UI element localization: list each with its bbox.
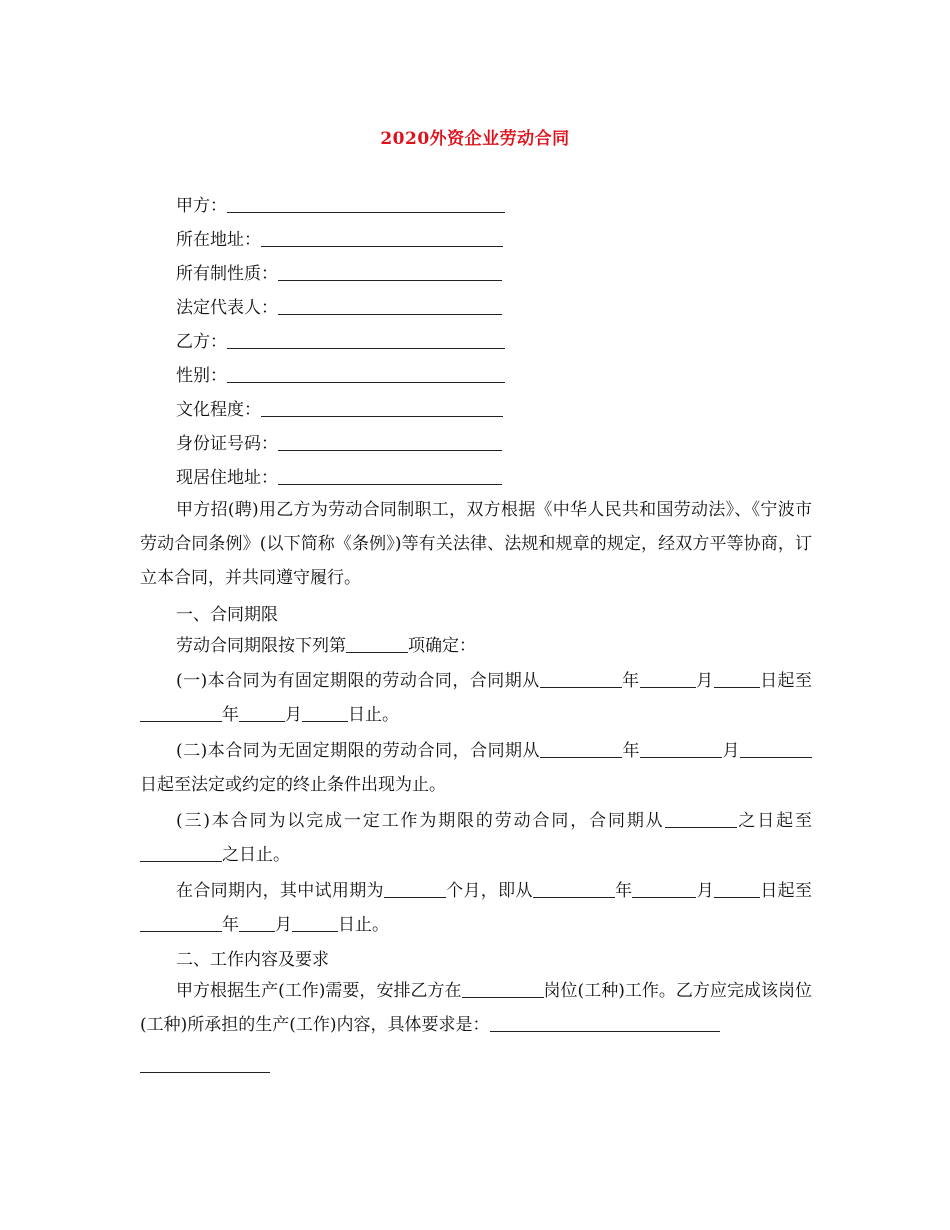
fill-blank[interactable]	[140, 703, 222, 722]
fill-blank[interactable]	[346, 634, 408, 653]
fill-blank[interactable]	[278, 432, 502, 451]
id-number-field	[176, 432, 502, 456]
field-label: 法定代表人：	[176, 298, 278, 318]
field-label: 所在地址：	[176, 230, 261, 250]
work-paragraph: 甲方根据生产(工作)需要，安排乙方在 岗位(工种)工作。乙方应完成该岗位(工种)所承担的生产(工作)内容，具体要求是：	[140, 981, 813, 1035]
fill-blank[interactable]	[533, 879, 615, 898]
fill-blank[interactable]	[261, 398, 503, 417]
fill-blank[interactable]	[462, 979, 544, 998]
section-heading-work: 二、工作内容及要求	[176, 950, 329, 970]
probation-paragraph: 在合同期内，其中试用期为 个月，即从 年 月 日起至年 月 日止。	[140, 874, 812, 942]
field-label: 所有制性质：	[176, 264, 278, 284]
fill-blank[interactable]	[302, 703, 348, 722]
field-label: 文化程度：	[176, 400, 261, 420]
fill-blank[interactable]	[714, 669, 760, 688]
intro-paragraph: 甲方招(聘)用乙方为劳动合同制职工，双方根据《中华人民共和国劳动法》、《宁波市劳动合同条例》(以下简称《条例》)等有关法律、法规和规章的规定，经双方平等协商，订立本合同，并共同遵守履行。	[140, 500, 812, 588]
ownership-field	[176, 262, 502, 286]
term-lead: 劳动合同期限按下列第 项确定：	[176, 636, 476, 656]
fill-blank[interactable]	[227, 364, 505, 383]
fill-blank[interactable]	[665, 809, 737, 828]
fill-blank[interactable]	[640, 669, 696, 688]
gender-field	[176, 364, 505, 388]
fill-blank[interactable]	[278, 262, 502, 281]
fill-blank[interactable]	[540, 669, 622, 688]
term-item-task: (三)本合同为以完成一定工作为期限的劳动合同，合同期从 之日起至之日止。	[140, 804, 812, 872]
document-title: 2020外资企业劳动合同	[380, 129, 570, 149]
fill-blank[interactable]	[140, 913, 222, 932]
address-field	[176, 228, 503, 252]
term-item-fixed: (一)本合同为有固定期限的劳动合同，合同期从 年 月 日起至年 月 日止。	[140, 664, 812, 732]
fill-blank[interactable]	[239, 913, 275, 932]
fill-blank[interactable]	[140, 843, 222, 862]
legal-rep-field	[176, 296, 502, 320]
fill-blank-continuation[interactable]	[140, 1072, 270, 1073]
fill-blank[interactable]	[227, 330, 505, 349]
fill-blank[interactable]	[640, 739, 722, 758]
party-a-field	[176, 194, 505, 218]
residence-field	[176, 466, 502, 490]
field-label: 身份证号码：	[176, 434, 278, 454]
party-b-field	[176, 330, 505, 354]
field-label: 现居住地址：	[176, 468, 278, 488]
fill-blank[interactable]	[227, 194, 505, 213]
fill-blank[interactable]	[239, 703, 285, 722]
education-field	[176, 398, 503, 422]
fill-blank[interactable]	[278, 466, 502, 485]
fill-blank[interactable]	[490, 1013, 720, 1032]
fill-blank[interactable]	[278, 296, 502, 315]
term-item-open: (二)本合同为无固定期限的劳动合同，合同期从 年 月日起至法定或约定的终止条件出现为止。	[140, 734, 812, 802]
fill-blank[interactable]	[540, 739, 622, 758]
field-label: 甲方：	[176, 196, 227, 216]
fill-blank[interactable]	[261, 228, 503, 247]
field-label: 性别：	[176, 366, 227, 386]
fill-blank[interactable]	[714, 879, 760, 898]
field-label: 乙方：	[176, 332, 227, 352]
fill-blank[interactable]	[740, 739, 812, 758]
fill-blank[interactable]	[292, 913, 338, 932]
fill-blank[interactable]	[632, 879, 696, 898]
fill-blank[interactable]	[384, 879, 446, 898]
section-heading-term: 一、合同期限	[176, 605, 278, 625]
